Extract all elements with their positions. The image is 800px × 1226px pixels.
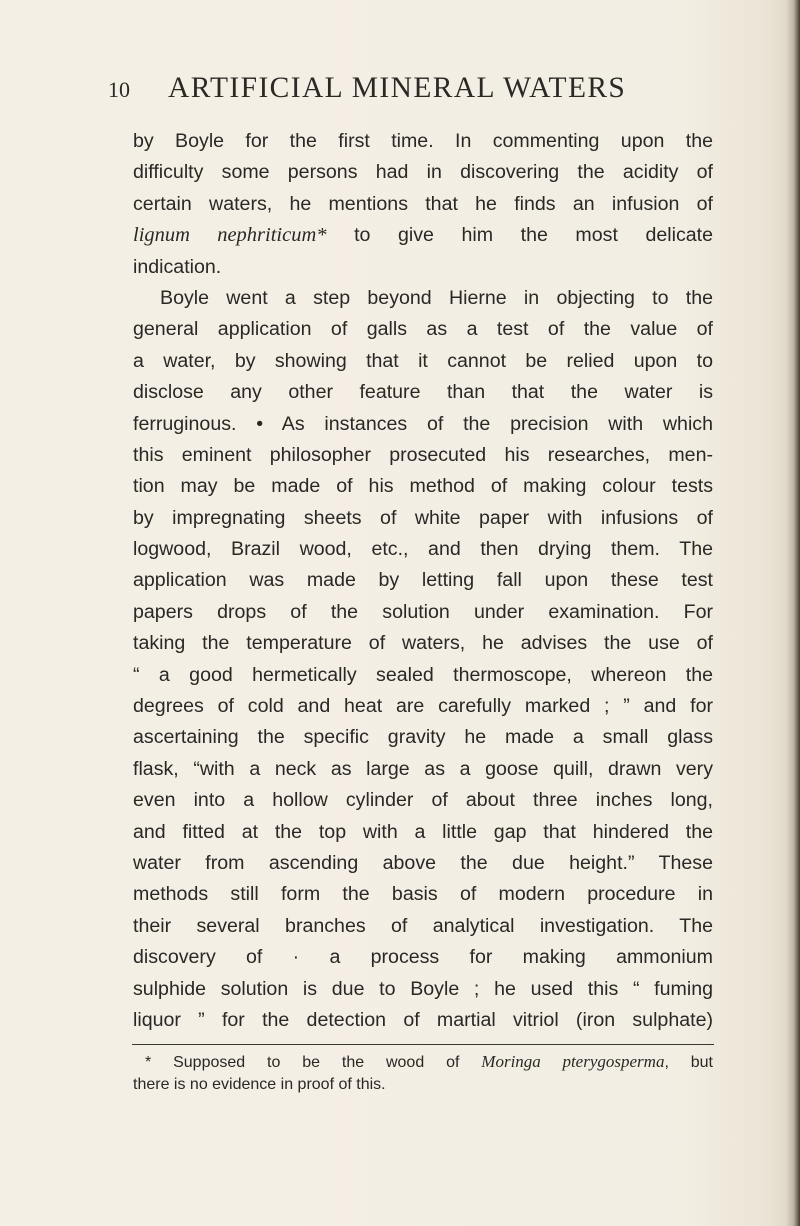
footnote xyxy=(133,1050,713,1096)
footnote-reference: * xyxy=(316,224,327,247)
italic-term: Moringa pterygosperma xyxy=(481,1052,665,1071)
text-line: ascertaining the specific gravity he made a small glass xyxy=(133,726,713,749)
text-segment: , but xyxy=(664,1054,714,1071)
text-line: and fitted at the top with a little gap that hindered the xyxy=(133,820,713,843)
paragraph-2 xyxy=(133,283,713,1036)
body-text xyxy=(133,126,713,1036)
running-title: ARTIFICIAL MINERAL WATERS xyxy=(168,72,627,104)
page-number: 10 xyxy=(108,77,130,102)
text-line: this eminent philosopher prosecuted his researches, men- xyxy=(133,443,713,466)
text-line: ferruginous. • As instances of the precision with which xyxy=(133,412,713,435)
text-line: flask, “with a neck as large as a goose quill, drawn very xyxy=(133,757,713,780)
text-line xyxy=(133,220,713,251)
footnote-line: there is no evidence in proof of this. xyxy=(133,1076,386,1093)
text-line: certain waters, he mentions that he finds an infusion of xyxy=(133,192,713,215)
paragraph-1 xyxy=(133,126,713,283)
text-line: their several branches of analytical investigation. The xyxy=(133,914,713,937)
text-line: by Boyle for the first time. In commenting upon the xyxy=(133,130,713,152)
text-line: taking the temperature of waters, he advises the use of xyxy=(133,632,713,655)
text-line: liquor ” for the detection of martial vitriol (iron sulphate) xyxy=(133,1008,713,1031)
text-line: “ a good hermetically sealed thermoscope, whereon the xyxy=(133,663,713,686)
text-line: even into a hollow cylinder of about three inches long, xyxy=(133,789,713,812)
text-line: sulphide solution is due to Boyle ; he used this “ fuming xyxy=(133,977,713,1000)
text-line: Boyle went a step beyond Hierne in objecting to the xyxy=(160,286,713,309)
text-line: general application of galls as a test of the value of xyxy=(133,318,713,341)
text-line: degrees of cold and heat are carefully marked ; ” and for xyxy=(133,695,713,718)
text-line: difficulty some persons had in discovering the acidity of xyxy=(133,161,713,184)
text-segment: Supposed to be the wood of xyxy=(151,1054,482,1071)
text-segment: to give him the most delicate xyxy=(326,224,713,247)
text-line: disclose any other feature than that the water is xyxy=(133,381,713,404)
footnote-rule xyxy=(132,1044,714,1045)
italic-term: lignum nephriticum xyxy=(133,224,317,247)
text-line: papers drops of the solution under examination. For xyxy=(133,600,713,623)
text-line: methods still form the basis of modern procedure in xyxy=(133,883,713,906)
running-header xyxy=(108,72,728,105)
page-edge-shadow xyxy=(786,0,800,1226)
text-line: logwood, Brazil wood, etc., and then drying them. The xyxy=(133,538,713,561)
text-line: water from ascending above the due height.” These xyxy=(133,851,713,874)
text-line: tion may be made of his method of making colour tests xyxy=(133,475,713,498)
text-line: application was made by letting fall upon these test xyxy=(133,569,713,592)
footnote-line xyxy=(133,1050,713,1073)
text-line: by impregnating sheets of white paper with infusions of xyxy=(133,506,713,529)
footnote-marker: * xyxy=(145,1054,152,1071)
text-line: discovery of · a process for making ammonium xyxy=(133,946,713,969)
text-line: a water, by showing that it cannot be relied upon to xyxy=(133,349,713,372)
text-line: indication. xyxy=(133,255,222,278)
